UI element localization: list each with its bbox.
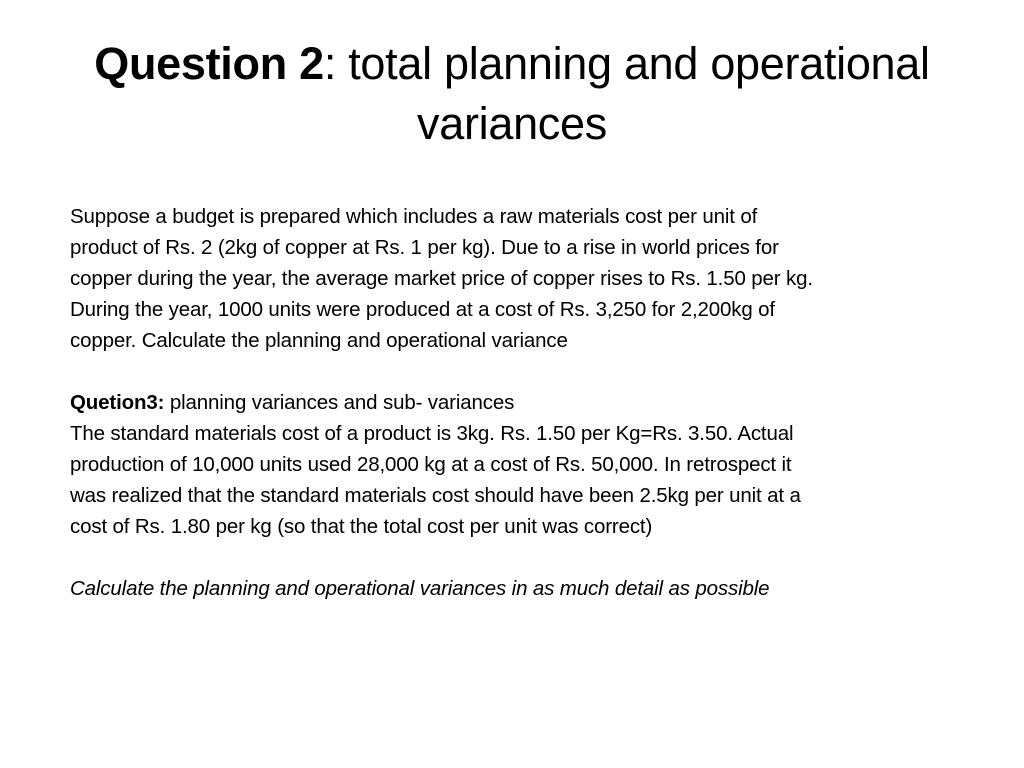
slide-body <box>70 201 950 604</box>
question2-line: During the year, 1000 units were produced at a cost of Rs. 3,250 for 2,200kg of <box>70 298 775 321</box>
title-rest-part: : total planning and operational variances <box>323 38 930 149</box>
question3-line: The standard materials cost of a product is 3kg. Rs. 1.50 per Kg=Rs. 3.50. Actual <box>70 422 794 445</box>
question3-heading <box>70 387 950 418</box>
question2-line: product of Rs. 2 (2kg of copper at Rs. 1 per kg). Due to a rise in world prices for <box>70 236 779 259</box>
question3-instruction: Calculate the planning and operational variances in as much detail as possible <box>70 577 770 600</box>
question3-line: cost of Rs. 1.80 per kg (so that the total cost per unit was correct) <box>70 515 653 538</box>
question3-heading-bold: Quetion3: <box>70 391 165 414</box>
question3-heading-rest: planning variances and sub- variances <box>164 391 515 414</box>
question2-line: copper. Calculate the planning and operational variance <box>70 329 568 352</box>
question3-line: was realized that the standard materials cost should have been 2.5kg per unit at a <box>70 484 801 507</box>
title-bold-part: Question 2 <box>94 38 324 89</box>
slide-title <box>80 34 944 154</box>
question3-line: production of 10,000 units used 28,000 kg at a cost of Rs. 50,000. In retrospect it <box>70 453 792 476</box>
question2-line: copper during the year, the average market price of copper rises to Rs. 1.50 per kg. <box>70 267 813 290</box>
paragraph-gap <box>70 542 950 573</box>
paragraph-gap <box>70 356 950 387</box>
question2-line: Suppose a budget is prepared which includes a raw materials cost per unit of <box>70 205 758 228</box>
